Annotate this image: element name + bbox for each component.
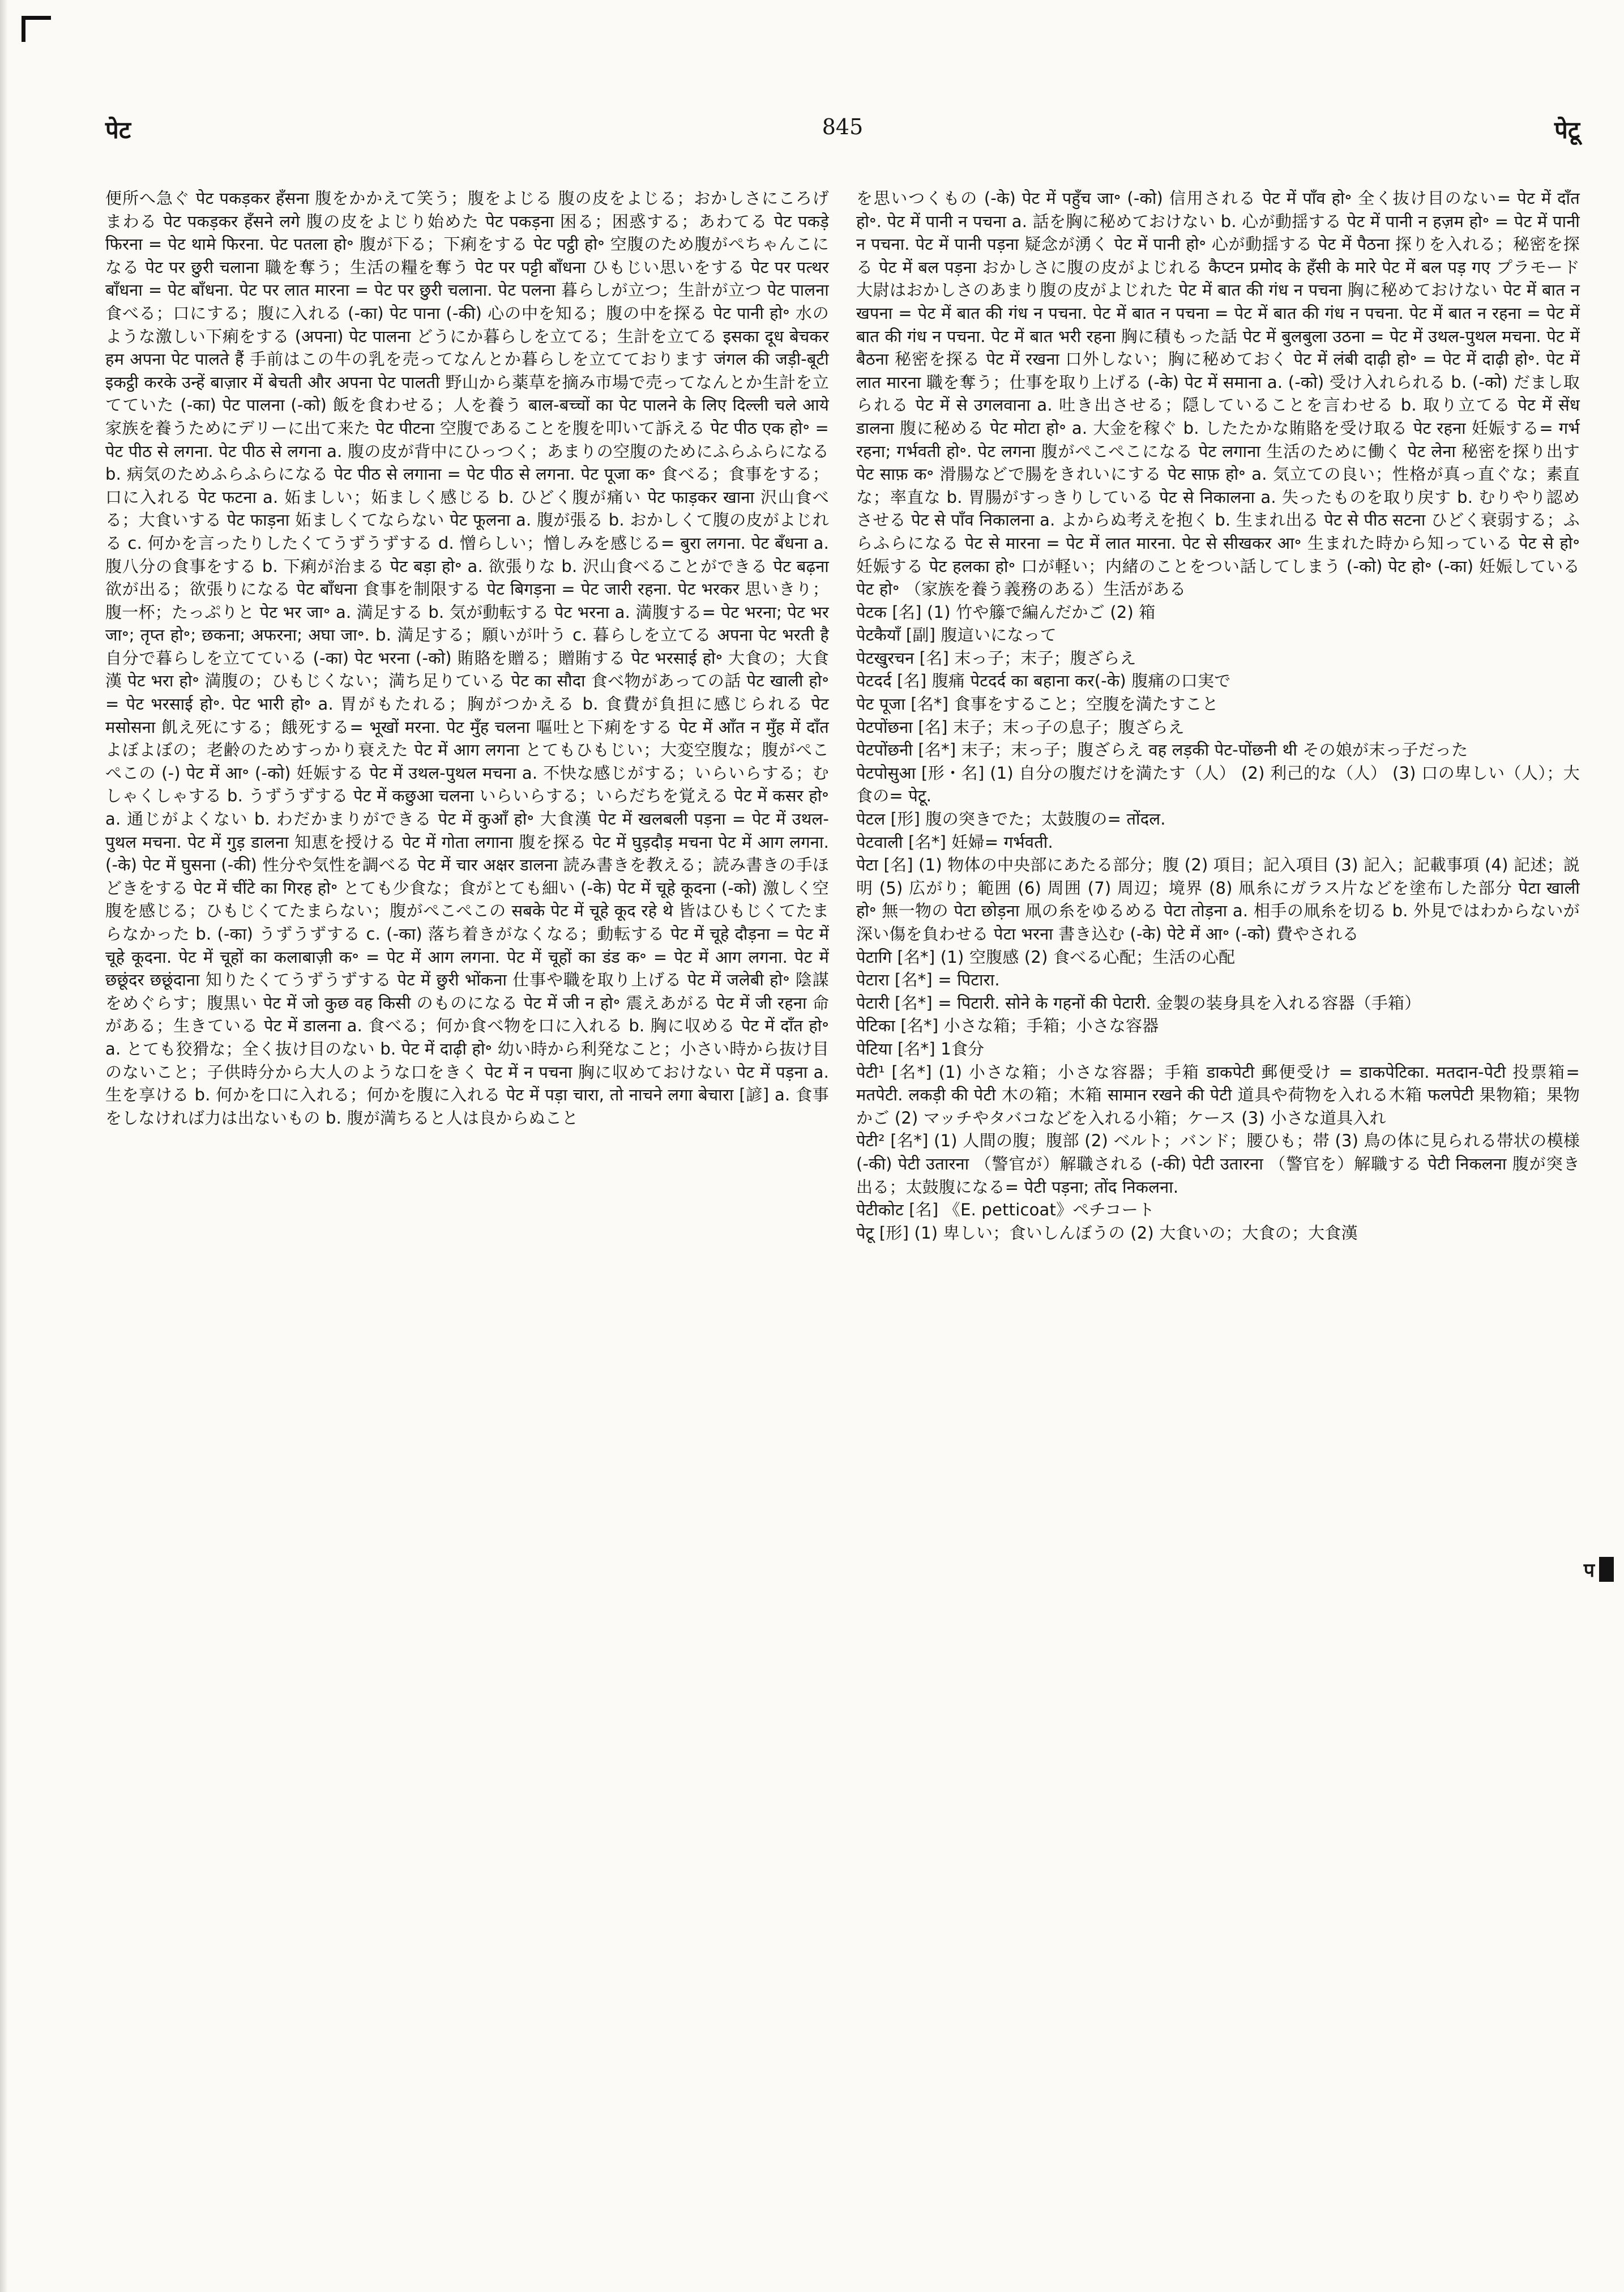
dictionary-entry-petak: पेटक [名] (1) 竹や籐で編んだかご (2) 箱 [856,602,1156,622]
thumb-index [1584,1556,1614,1582]
right-column [856,187,1580,1244]
dictionary-entry-petposua: पेटपोसुआ [形・名] (1) 自分の腹だけを満たす（人） (2) 利己的な（人） (3) 口の卑しい（人）；大食の= पेटू. [856,763,1580,806]
scan-binding-shadow [0,0,8,2292]
dictionary-entry-petdard: पेटदर्द [名] 腹痛 पेटदर्द का बहाना कर(-के) 腹痛の口実で [856,671,1231,691]
left-column [105,187,829,1129]
thumb-index-tab [1599,1557,1614,1582]
dictionary-entry-petal: पेटल [形] 腹の突きでた；太鼓腹の= तोंदल. [856,809,1166,829]
dictionary-entry-petponchna: पेटपोंछना [名] 末子；末っ子の息子；腹ざらえ [856,717,1185,737]
dictionary-entry-petvali: पेटवाली [名*] 妊婦= गर्भवती. [856,832,1053,852]
dictionary-entry-petu: पेटू [形] (1) 卑しい；食いしんぼうの (2) 大食いの；大食の；大食漢 [856,1223,1358,1243]
entry-pet-idioms-continuation: を思いつくもの (-के) पेट में पहुँच जा॰ (-को) 信用される पेट में पाँव हो॰ 全く抜け目のない= पेट में दाँत हो॰. पेट में पानी न पचना a. 話を胸に秘めておけない b. 心が動揺する पेट में पानी न हज़म हो॰ = पेट में पानी न पचना. पेट में पानी पड़ना 疑念が湧く पेट में पानी हो॰ 心が動揺する पेट में पैठना 探りを入れる；秘密を探る पेट में बल पड़ना おかしさに腹の皮がよじれる कैप्टन प्रमोद के हँसी के मारे पेट में बल पड़ गए プラモード大尉はおかしさのあまり腹の皮がよじれた पेट में बात की गंध न पचना 胸に秘めておけない पेट में बात न खपना = पेट में बात की गंध न पचना. पेट में बात न पचना = पेट में बात की गंध न पचना. पेट में बात न रहना = पेट में बात की गंध न पचना. पेट में बात भरी रहना 胸に積もった話 पेट में बुलबुला उठना = पेट में उथल-पुथल मचना. पेट में बैठना 秘密を探る पेट में रखना 口外しない；胸に秘めておく पेट में लंबी दाढ़ी हो॰ = पेट में दाढ़ी हो॰. पेट में लात मारना 職を奪う；仕事を取り上げる (-के) पेट में समाना a. (-को) 受け入れられる b. (-को) だまし取られる पेट में से उगलवाना a. 吐き出させる；隠していることを言わせる b. 取り立てる पेट में सेंध डालना 腹に秘める पेट मोटा हो॰ a. 大金を稼ぐ b. したたかな賄賂を受け取る पेट रहना 妊娠する= गर्भ रहना; गर्भवती हो॰. पेट लगना 腹がぺこぺこになる पेट लगाना 生活のために働く पेट लेना 秘密を探り出す पेट साफ़ क॰ 滑腸などで腸をきれいにする पेट साफ़ हो॰ a. 気立ての良い；性格が真っ直ぐな；素直な；率直な b. 胃腸がすっきりしている पेट से निकालना a. 失ったものを取り戻す b. むりやり認めさせる पेट से पाँव निकालना a. よからぬ考えを抱く b. 生まれ出る पेट से पीठ सटना ひどく衰弱する；ふらふらになる पेट से मारना = पेट में लात मारना. पेट से सीखकर आ॰ 生まれた時から知っている पेट से हो॰ 妊娠する पेट हलका हो॰ 口が軽い；内緒のことをつい話してしまう (-को) पेट हो॰ (-का) 妊娠している पेट हो॰ （家族を養う義務のある）生活がある [856,189,1580,599]
registration-mark-vertical [22,16,25,42]
page-header [105,113,1580,147]
thumb-index-letter: प [1583,1559,1595,1582]
dictionary-entry-peta: पेटा [名] (1) 物体の中央部にあたる部分；腹 (2) 項目；記入項目 (3) 記入；記載事項 (4) 記述；説明 (5) 広がり；範囲 (6) 周囲 (7) 周辺；境界 (8) 凧糸にガラス片などを塗布した部分 पेटा खाली हो॰ 無一物の पेटा छोड़ना 凧の糸をゆるめる पेटा तोड़ना a. 相手の凧糸を切る b. 外見ではわからないが深い傷を負わせる पेटा भरना 書き込む (-के) पेटे में आ॰ (-को) 費やされる [856,855,1580,944]
dictionary-entry-petticoat: पेटीकोट [名] 《E. petticoat》ペチコート [856,1200,1155,1220]
entry-pet-idioms-text: 便所へ急ぐ पेट पकड़कर हँसना 腹をかかえて笑う；腹をよじる 腹の皮をよじる；おかしさにころげまわる पेट पकड़कर हँसने लगे 腹の皮をよじり始めた पेट पकड़ना 困る；困惑する；あわてる पेट पकड़े फिरना = पेट थामे फिरना. पेट पतला हो॰ 腹が下る；下痢をする पेट पट्ठी हो॰ 空腹のため腹がぺちゃんこになる पेट पर छुरी चलाना 職を奪う；生活の糧を奪う पेट पर पट्टी बाँधना ひもじい思いをする पेट पर पत्थर बाँधना = पेट बाँधना. पेट पर लात मारना = पेट पर छुरी चलाना. पेट पलना 暮らしが立つ；生計が立つ पेट पालना 食べる；口にする；腹に入れる (-का) पेट पाना (-की) 心の中を知る；腹の中を探る पेट पानी हो॰ 水のような激しい下痢をする (अपना) पेट पालना どうにか暮らしを立てる；生計を立てる इसका दूध बेचकर हम अपना पेट पालते हैं 手前はこの牛の乳を売ってなんとか暮らしを立てております जंगल की जड़ी-बूटी इकट्ठी करके उन्हें बाज़ार में बेचती और अपना पेट पालती 野山から薬草を摘み市場で売ってなんとか生計を立てていた (-का) पेट पालना (-को) 飯を食わせる；人を養う बाल-बच्चों का पेट पालने के लिए दिल्ली चले आये 家族を養うためにデリーに出て来た पेट पीटना 空腹であることを腹を叩いて訴える पेट पीठ एक हो॰ = पेट पीठ से लगना. पेट पीठ से लगना a. 腹の皮が背中にひっつく；あまりの空腹のためにふらふらになる b. 病気のためふらふらになる पेट पीठ से लगाना = पेट पीठ से लगना. पेट पूजा क॰ 食べる；食事をする；口に入れる पेट फटना a. 妬ましい；妬ましく感じる b. ひどく腹が痛い पेट फाड़कर खाना 沢山食べる；大食いする पेट फाड़ना 妬ましくてならない पेट फूलना a. 腹が張る b. おかしくて腹の皮がよじれる c. 何かを言ったりしたくてうずうずする d. 憎らしい；憎しみを感じる= बुरा लगना. पेट बँधना a. 腹八分の食事をする b. 下痢が治まる पेट बड़ा हो॰ a. 欲張りな b. 沢山食べることができる पेट बढ़ना 欲が出る；欲張りになる पेट बाँधना 食事を制限する पेट बिगड़ना = पेट जारी रहना. पेट भरकर 思いきり；腹一杯；たっぷりと पेट भर जा॰ a. 満足する b. 気が動転する पेट भरना a. 満腹する= पेट भरना; पेट भर जा॰; तृप्त हो॰; छकना; अफरना; अघा जा॰. b. 満足する；願いが叶う c. 暮らしを立てる अपना पेट भरती है 自分で暮らしを立てている (-का) पेट भरना (-को) 賄賂を贈る；贈賄する पेट भरसाई हो॰ 大食の；大食漢 पेट भरा हो॰ 満腹の；ひもじくない；満ち足りている पेट का सौदा 食べ物があっての話 पेट खाली हो॰ = पेट भरसाई हो॰. पेट भारी हो॰ a. 胃がもたれる；胸がつかえる b. 食費が負担に感じられる पेट मसोसना 飢え死にする；餓死する= भूखों मरना. पेट मुँह चलना 嘔吐と下痢をする पेट में आँत न मुँह में दाँत よぼよぼの；老齢のためすっかり衰えた पेट में आग लगना とてもひもじい；大変空腹な；腹がぺこぺこの (-) पेट में आ॰ (-को) 妊娠する पेट में उथल-पुथल मचना a. 不快な感じがする；いらいらする；むしゃくしゃする b. うずうずする पेट में कछुआ चलना いらいらする；いらだちを覚える पेट में कसर हो॰ a. 通じがよくない b. わだかまりができる पेट में कुआँ हो॰ 大食漢 पेट में खलबली पड़ना = पेट में उथल-पुथल मचना. पेट में गुड़ डालना 知恵を授ける पेट में गोता लगाना 腹を探る पेट में घुड़दौड़ मचना पेट में आग लगना. (-के) पेट में घुसना (-की) 性分や気性を調べる पेट में चार अक्षर डालना 読み書きを教える；読み書きの手ほどきをする पेट में चींटे का गिरह हो॰ とても少食な；食がとても細い (-के) पेट में चूहे कूदना (-को) 激しく空腹を感じる；ひもじくてたまらない；腹がぺこぺこの सबके पेट में चूहे कूद रहे थे 皆はひもじくてたまらなかった b. (-का) うずうずする c. (-का) 落ち着きがなくなる；動転する पेट में चूहे दौड़ना = पेट में चूहे कूदना. पेट में चूहों का कलाबाज़ी क॰ = पेट में आग लगना. पेट में चूहों का डंड क॰ = पेट में आग लगना. पेट में छछूंदर छछूंदाना 知りたくてうずうずする पेट में छुरी भोंकना 仕事や職を取り上げる पेट में जलेबी हो॰ 陰謀をめぐらす；腹黒い पेट में जो कुछ वह किसी のものになる पेट में जी न हो॰ 震えあがる पेट में जी रहना 命がある；生きている पेट में डालना a. 食べる；何か食べ物を口に入れる b. 胸に収める पेट में दाँत हो॰ a. とても狡猾な；全く抜け目のない b. पेट में दाढ़ी हो॰ 幼い時から利発なこと；小さい時から抜け目のないこと；子供時分から大人のような口をきく पेट में न पचना 胸に収めておけない पेट में पड़ना a. 生を享ける b. 何かを口に入れる；何かを腹に入れる पेट में पड़ा चारा, तो नाचने लगा बेचारा [諺] a. 食事をしなければ力は出ないもの b. 腹が満ちると人は良からぬこと [105,189,829,1128]
guide-word-right: पेटू [1554,116,1580,144]
guide-word-left: पेट [105,116,131,144]
dictionary-entry-peti-1: पेटी¹ [名*] (1) 小さな箱；小さな容器；手箱 डाकपेटी 郵便受け = डाकपेटिका. मतदान-पेटी 投票箱= मतपेटी. लकड़ी की पेटी 木の箱；木箱 सामान रखने की पेटी 道具や荷物を入れる木箱 फलपेटी 果物箱；果物かご (2) マッチやタバコなどを入れる小箱；ケース (3) 小さな道具入れ [856,1062,1580,1128]
dictionary-entry-peti-2: पेटी² [名*] (1) 人間の腹；腹部 (2) ベルト；バンド；腰ひも；帯 (3) 鳥の体に見られる帯状の模様 (-की) पेटी उतारना （警官が）解職される (-की) पेटी उतारना （警官を）解職する पेटी निकलना 腹が突き出る；太鼓腹になる= पेटी पड़ना; तोंद निकलना. [856,1131,1580,1197]
dictionary-entry-petiya: पेटिया [名*] 1食分 [856,1039,985,1058]
dictionary-entry-petponchni: पेटपोंछनी [名*] 末子；末っ子；腹ざらえ वह लड़की पेट-पोंछनी थी その娘が末っ子だった [856,740,1468,760]
dictionary-entry-petika: पेटिका [名*] 小さな箱；手箱；小さな容器 [856,1016,1159,1036]
dictionary-entry-petara: पेटारा [名*] = पिटारा. [856,970,1000,990]
registration-mark-horizontal [22,16,51,20]
dictionary-entry-pet-puja: पेट पूजा [名*] 食事をすること；空腹を満たすこと [856,694,1219,714]
dictionary-entry-petkhurachan: पेटखुरचन [名] 末っ子；末子；腹ざらえ [856,648,1136,668]
dictionary-entry-petari: पेटारी [名*] = पिटारी. सोने के गहनों की पेटारी. 金製の装身具を入れる容器（手箱） [856,993,1421,1013]
page-number: 845 [822,114,864,139]
dictionary-entry-petagi: पेटागि [名*] (1) 空腹感 (2) 食べる心配；生活の心配 [856,947,1236,967]
dictionary-entry-petkaiyan: पेटकैयाँ [副] 腹這いになって [856,625,1057,645]
